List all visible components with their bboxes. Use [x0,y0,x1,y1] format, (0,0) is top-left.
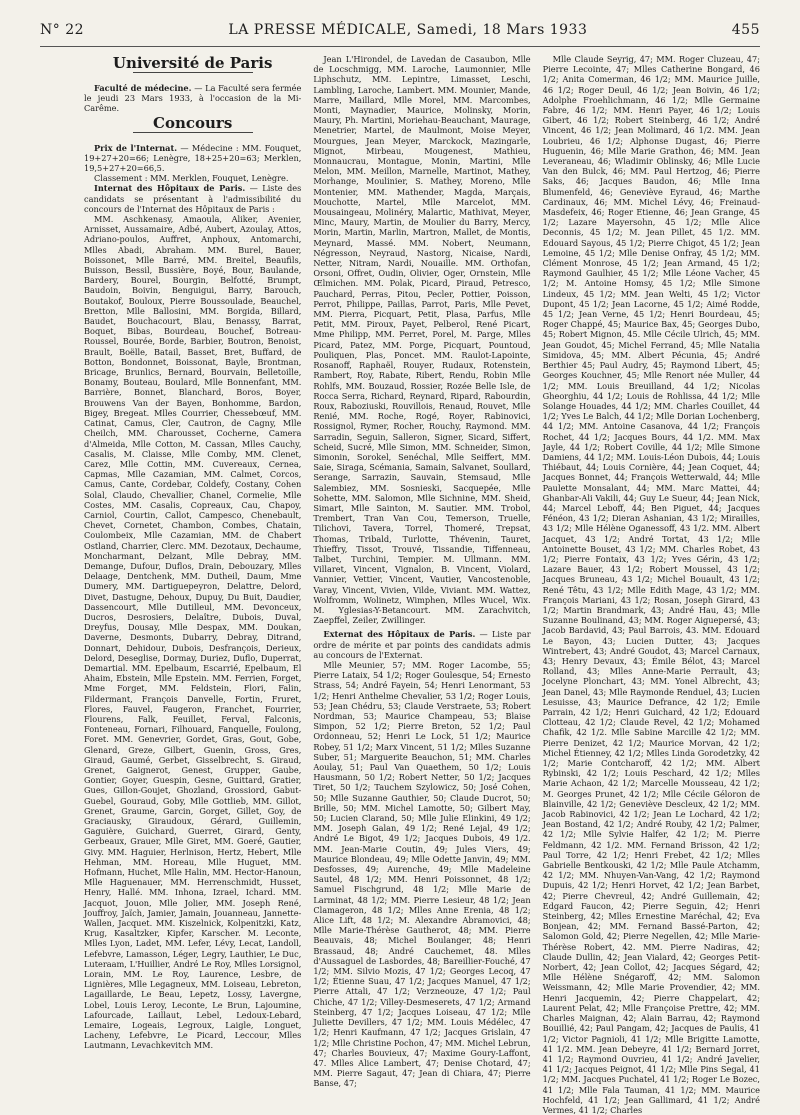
faculty-text: — La Faculté sera fermée le jeudi 23 Mars 1933, à l'occasion de la Mi-Carême. [84,83,302,114]
page-number: 455 [731,22,760,38]
journal-title: LA PRESSE MÉDICALE, Samedi, 18 Mars 1933 [228,22,588,38]
externat-paragraph [313,629,530,660]
externat-heading: Externat des Hôpitaux de Paris. [323,629,476,640]
candidate-list-2: Jean L'Hirondel, de Lavedan de Casaubon, Mlle de Locschmigg, MM. Laroche, Laumonnier, Mlle Liphschutz, MM. Lepintre, Limasset, Leschi, Lambling, Laroche, Lambert. MM. Mounier, Mande, Marre, Maillard, Mlle Morel, MM. Marcombes, Monti, Maynadier, Maurice, Molinsky, Morin, Maury, Ph. Martini, Moriehau-Beauchant, Maurage, Menetrier, Martel, de Maulmont, Moise Meyer, Mourgues, Jean Meyer, Marckock, Mazingarle, Mignot, Mirbeau, Mougenest, Mathieu, Monnaucrau, Montague, Monin, Martini, Mlle Melon, MM. Meillon, Marnelle, Martinot, Mathey, Morhange, Moulinier, S. Mathey, Moreno, Mlle Montenier, MM. Mathender, Magda, Marçais, Mouchotte, Martel, Mlle Marcelot, MM. Mousaingeau, Molinéry, Malartic, Mathivat, Meyer, Minc, Maury, Martin, de Moulier du Barry, Mercy, Morin, Martin, Marlin, Martron, Mallet, de Montis, Meynard, Massé. MM. Nobert, Neumann, Négresson, Neyraud, Nastorg, Nicaise, Nardi, Netter, Nitram, Nardi, Nouaille. MM. Orthofan, Orsoni, Offret, Oudin, Olivier, Oger, Ornstein, Mlle Œlmichen. MM. Polak, Picard, Piraud, Petresco, Pauchard, Perras, Pitou, Pecler, Pottier, Poisson, Perrot, Philippe, Paillas, Parrot, Paris, Mlle Pevet, MM. Pierra, Picquart, Petit, Plasa, Parfus, Mlle Petit, MM. Piroux, Payet, Pelberol, René Picart, Mme Philipp, MM. Perret, Porel, M. Parge, Mlles Picard, Patez, MM. Porge, Picquart, Pountoud, Pouliquen, Plas, Poncet. MM. Raulot-Lapointe, Rosanoff, Raphaël, Rouyer, Rudaux, Rotenstein, Rambert, Roy, Rabate, Ribert, Rendu, Robin Mlle Rohlfs, MM. Bouzaud, Rossier, Rozée Belle Isle, de Rocca Serra, Richard, Reynard, Ripard, Rabourdin, Roux, Raboziuski, Rouvillois, Renaud, Rouvet, Mlle Renié, MM. Roche, Rogé, Royer, Rabinovici, Rossignol, Rymer, Rocher, Rouchy, Raymond. MM. Sarradin, Seguin, Salleron, Signer, Sicard, Siffert, Scheid, Sucré, Mlle Simon, MM. Schneider, Simon, Simonin, Sorokel, Senéchal, Mlle Seiffert, MM. Saie, Siraga, Scémania, Samain, Salvanet, Soullard, Serange, Sarrazin, Sauvain, Stemsaud, Mlle Salembiez, MM. Sosnieski, Sacquepée, Mlle Sohette, MM. Salomon, Mlle Sichnine, MM. Sheid, Simart, Mlle Sainton, M. Sautier. MM. Trobol, Trembert, Tran Van Cou, Temerson, Truelle, Tilichovi, Tavera, Torrel, Thomeré, Trepsat, Thomas, Tribald, Turlotte, Thévenin, Tauret, Thieffry, Tissot, Trouvé, Tissandie, Tiffenneau, Talbet, Turchini, Tempier. M. Ullmann. MM. Villaret, Vincent, Vignalon, B. Vincent, Violard, Vannier, Vettier, Vincent, Vautier, Vancostenoble, Varay, Vincent, Vivien, Vilde, Viviant. MM. Wattez, Wolfromm, Wolinetz, Wimphen, Mlles Wucel, Wix. M. Yglesias-Y-Betancourt. MM. Zarachvitch, Zaepffel, Zeiler, Zwillinger. [313,54,531,626]
prix-text: — Médecine : MM. Fouquet, 19+27+20=66; Lenègre, 18+25+20=63; Merklen, 19,5+27+20=66,5. [84,142,302,174]
internat-heading: Internat des Hôpitaux de Paris. [94,183,246,194]
concours-title: Concours [153,113,233,132]
running-head [40,22,760,44]
university-title: Université de Paris [112,54,273,72]
faculty-heading: Faculté de médecine. [94,83,192,93]
externat-text: — Liste par ordre de mérite et par points des candidats admis au concours de l'Externat. [313,629,531,660]
title-rule [133,72,253,73]
header-rule [40,46,760,47]
internat-paragraph [84,183,301,214]
column-2 [313,54,531,1089]
column-1 [84,54,301,1074]
faculty-notice [84,83,301,114]
column-3 [542,54,760,1115]
text-columns [84,54,760,1115]
concours-rule [133,132,253,133]
issue-number: N° 22 [40,22,85,38]
classement-text: Classement : MM. Merklen, Fouquet, Lenègre. [94,173,289,184]
externat-list-2: Mlle Claude Seyrig, 47; MM. Roger Cluzeau, 47; Pierre Lecointe, 47; Mlles Catherine Bongard, 46 1/2; Anita Comerman, 46 1/2; MM. Maurice Juille, 46 1/2; Roger Deuil, 46 1/2; Jean Boivin, 46 1/2; Adolphe Froehlichmann, 46 1/2; Mlle Germaine Fabre, 46 1/2; MM. Henri Payer, 46 1/2; Louis Gibert, 46 1/2; Robert Steinberg, 46 1/2; André Vincent, 46 1/2; Jean Molimard, 46 1/2. MM. Jean Loubrieu, 46 1/2; Alphonse Dugast, 46; Pierre Huguenin, 46; Mlle Marie Grathon, 46; MM. Jean Leveraneau, 46; Wladimir Oblinsky, 46; Mlle Lucie Van den Bulck, 46; MM. Paul Hertzog, 46; Pierre Saks, 46; Jacques Baudon, 46; Mlle Inna Blumenfeld, 46; Geneviève Eyraud, 46; Marthe Cardinaux, 46; MM. Michel Lévy, 46; Freinaud-Masdefeix, 46; Roger Etienne, 46; Jean Grange, 45 1/2; Lazare Mayersohn, 45 1/2; Mlle Alice Deconnis, 45 1/2; M. Jean Pillet, 45 1/2. MM. Edouard Sayous, 45 1/2; Pierre Chigot, 45 1/2; Jean Lemoine, 45 1/2; Mlle Denise Onfray, 45 1/2; MM. Clément Monrose, 45 1/2; Jean Armand, 45 1/2; Raymond Gaulhier, 45 1/2; Mlle Léone Vacher, 45 1/2; M. Antoine Homsy, 45 1/2; Mlle Simone Lindeux, 45 1/2; MM. Jean Welti, 45 1/2; Victor Dupont, 45 1/2; Jean Lacorne, 45 1/2; Aimé Rodde, 45 1/2; Jean Verne, 45 1/2; Henri Bourdeau, 45; Roger Chappé, 45; Maurice Bax, 45; Georges Dubo, 45; Robert Mignon, 45. Mlle Cécile Ulrich, 45; MM. Jean Goudot, 45; Michel Ferrand, 45; Mlle Natalia Simidova, 45; MM. Albert Pécunia, 45; André Berthier 45; Paul Audry, 45; Raymond Libert, 45; Georges Kouchner, 45; Mlle Renort née Muller, 44 1/2; MM. Louis Breuilland, 44 1/2; Nicolas Gheorghiu, 44 1/2; Louis de Rohlissa, 44 1/2; Mlle Solange Houades, 44 1/2; MM. Charles Couillet, 44 1/2; Yves Le Balch, 44 1/2; Mlle Dorian Lochenberg, 44 1/2; MM. Antoine Casanova, 44 1/2; François Rochet, 44 1/2; Jacques Bours, 44 1/2. MM. Max Jayle, 44 1/2; Robert Coville, 44 1/2; Mlle Simone Damiens, 44 1/2; MM. Louis-Léon Dubois, 44; Louis Thiébaut, 44; Louis Cornière, 44; Jean Coquet, 44; Jacques Bonnet, 44; François Wetterwald, 44; Mlle Paulette Monsalant, 44; MM. Marc Mattei, 44; Ghanbar-Ali Vakili, 44; Guy Le Sueur, 44; Jean Nick, 44; Marcel Leboff, 44; Ben Piguet, 44; Jacques Fénéon, 43 1/2; Dieran Ashanian, 43 1/2; Mirailles, 43 1/2; Mlle Hélène Oganessoff, 43 1/2. MM. Albert Jacquet, 43 1/2; André Tortat, 43 1/2; Mlle Antoinette Bouset, 43 1/2; MM. Charles Robet, 43 1/2; Pierre Fontaix, 43 1/2; Yves Gérin, 43 1/2; Lazare Bauer, 43 1/2; Robert Moussel, 43 1/2; Jacques Bruneau, 43 1/2; Michel Bouault, 43 1/2; René Têtu, 43 1/2; Mlle Edith Mage, 43 1/2; MM. François Mariani, 43 1/2; Rosan, Joseph Girard, 43 1/2; Martin Brandmark, 43; André Hau, 43; Mlle Suzanne Boulinand, 43; MM. Roger Aiguepersé, 43; Jacob Bardavid, 43; Paul Barrois, 43. MM. Edouard Le Bayon, 43; Lucien Dutter, 43; Jacques Wintrebert, 43; André Goudot, 43; Marcel Carnaux, 43; Henry Devaux, 43; Émile Bélot, 43; Marcel Rolland, 43; Mlles Anne-Marie Perrault, 43; Jocelyne Plonchart, 43; MM. Yonel Albrecht, 43; Jean Danel, 43; Mlle Raymonde Renduel, 43; Lucien Lesuisse, 43; Maurice Defrance, 42 1/2; Emile Parrain, 42 1/2; Henri Guichard, 42 1/2; Edouard Clotteau, 42 1/2; Claude Revel, 42 1/2; Mohamed Chafik, 42 1/2. Mlle Sabine Marcille 42 1/2; MM. Pierre Denizet, 42 1/2; Maurice Morvan, 42 1/2; Michel Étienney, 42 1/2; Mlles Linda Gorodetzky, 42 1/2; Marie Contcharoff, 42 1/2; MM. Albert Rybinski, 42 1/2; Louis Peschard, 42 1/2; Mlles Marie Achaon, 42 1/2; Marcelle Mousseau, 42 1/2; M. Georges Prunet, 42 1/2; Mlle Cécile Géloron de Blainville, 42 1/2; Geneviève Descleux, 42 1/2; MM. Jacob Rabinovici, 42 1/2; Jean Le Lochard, 42 1/2; Jean Bostand, 42 1/2; André Rouby, 42 1/2; Palmer, 42 1/2; Mlle Sylvie Halfer, 42 1/2; M. Pierre Feldmann, 42 1/2. MM. Fernand Brisson, 42 1/2; Paul Torre, 42 1/2; Henri Frebet, 42 1/2; Mlles Gabrielle Bentkouski, 42 1/2; Mlle Paule Atchamm, 42 1/2; MM. Nhuyen-Van-Vang, 42 1/2; Raymond Dupuis, 42 1/2; Henri Horvet, 42 1/2; Jean Barbet, 42; Pierre Chevreul, 42; André Guillemain, 42; Edgard Faucon, 42; Pierre Seguin, 42; Henri Steinberg, 42; Mlles Ernestine Maréchal, 42; Eva Bonjean, 42; MM. Fernand Bassé-Parton, 42; Salomon Gold, 42; Pierre Negellen, 42; Mlle Marie-Thérèse Robert, 42. MM. Pierre Nadiras, 42; Claude Dullin, 42; Jean Vialard, 42; Georges Petit-Norbert, 42; Jean Collot, 42; Jacques Ségard, 42; Mlle Hélène Snégaroff, 42; MM. Salomon Weissmann, 42; Mlle Marie Provendier, 42; MM. Henri Jacquemin, 42; Pierre Chappelart, 42; Laurent Pelat, 42; Mlle Françoise Prettre, 42; MM. Charles Maignan, 42; Alain Barrau, 42; Raymond Bouillié, 42; Paul Pangam, 42; Jacques de Paulis, 41 1/2; Victor Pagnioli, 41 1/2; Mlle Brigitte Lamotte, 41 1/2. MM. Jean Debeyre, 41 1/2; Bernard Jorret, 41 1/2; Raymond Ouvrieu, 41 1/2; André Javelier, 41 1/2; Jacques Peignot, 41 1/2; Mlle Pins Segal, 41 1/2; MM. Jacques Puchatel, 41 1/2; Roger Le Bozec, 41 1/2; Mlle Fala Tauman, 41 1/2; MM. Maurice Hochfeld, 41 1/2; Jean Gallimard, 41 1/2; André Vermes, 41 1/2; Charles [542,54,760,1115]
internat-text: — Liste des candidats se présentant à l'admissibilité du concours de l'Internat des Hôpitaux de Paris : [84,183,302,214]
prix-paragraph [84,143,301,174]
prix-heading: Prix de l'Internat. [94,142,178,153]
externat-list-1: Mlle Meunier, 57; MM. Roger Lacombe, 55; Pierre Lataix, 54 1/2; Roger Goulesque, 54; Ernesto Strass, 54; André Fayein, 54; Henri Lenormant, 53 1/2; Henri Anthelme Chevalier, 53 1/2; Roger Louis, 53; Jean Chédru, 53; Claude Verstraete, 53; Robert Nordman, 53; Maurice Champeau, 53; Blaise Simpon, 52 1/2; Pierre Breton, 52 1/2; Paul Ordonneau, 52; Henri Le Lock, 51 1/2; Maurice Robey, 51 1/2; Marx Vincent, 51 1/2; Mlles Suzanne Suber, 51; Marguerite Beauchon, 51; MM. Charles Aoulay, 51; Paul Van Quaethem, 50 1/2; Louis Hausmann, 50 1/2; Robert Netter, 50 1/2; Jacques Tiret, 50 1/2; Tauchem Szylowicz, 50; José Cohen, 50; Mlle Suzanne Gauthier, 50; Claude Ducrot, 50; Brille, 50; MM. Michel Lamotte, 50; Gilbert May, 50; Lucien Clarand, 50; Mlle Julie Elinkini, 49 1/2; MM. Joseph Galan, 49 1/2; René Lejal, 49 1/2; André Le Bigot, 49 1/2; Jacques Dubois, 49 1/2. MM. Jean-Marie Coutin, 49; Jules Viers, 49; Maurice Blondeau, 49; Mlle Odette Janvin, 49; MM. Desfosses, 49; Aurenche, 49; Mlle Madeleine Sautel, 48 1/2; MM. Henri Poissonnet, 48 1/2; Samuel Fischgrund, 48 1/2; Mlle Marie de Larminat, 48 1/2; MM. Pierre Lesieur, 48 1/2; Jean Clamageron, 48 1/2; Mlles Anne Erenia, 48 1/2; Alice Lift, 48 1/2; M. Alexandre Abramovici, 48; Mlle Marie-Thérèse Gautherot, 48; MM. Pierre Beauvais, 48; Michel Boulanger, 48; Henri Brassaud, 48; André Cauchemet, 48. Mlles d'Aussaguel de Lasbordes, 48; Bareillier-Fouché, 47 1/2; MM. Silvio Mozis, 47 1/2; Georges Lecoq, 47 1/2; Étienne Suau, 47 1/2; Jacques Manuel, 47 1/2; Pierre Attali, 47 1/2; Verzneouze, 47 1/2; Paul Chiche, 47 1/2; Villey-Desmeserets, 47 1/2; Armand Steinberg, 47 1/2; Jacques Loiseau, 47 1/2; Mlle Juliette Devillers, 47 1/2; MM. Louis Médélec, 47 1/2; Henri Kaufmann, 47 1/2; Jacques Grislain, 47 1/2; Mlle Christine Pochon, 47; MM. Michel Lebrun, 47; Charles Bouvieux, 47; Maxime Goury-Laffont, 47. Mlles Alice Lambert, 47; Denise Chotard, 47; MM. Pierre Sagaut, 47; Jean di Chiara, 47; Pierre Banse, 47; [313,659,531,1089]
candidate-list-1: MM. Aschkenasy, Amaoula, Aliker, Avenier, Arnisset, Aussamaire, Adbé, Aubert, Azoulay, Attos, Adriano-poulos, Auffret, Anphoux, Antomarchi, Mlles Abadi, Abraham. MM. Burel, Bauer, Boissonet, Mlle Barré, MM. Breitel, Beaufils, Buisson, Bessil, Bussière, Boyé, Bour, Baulande, Bardery, Bourel, Bourgin, Belfotté, Brumpt, Baudoin, Boivin, Benguigui, Barry, Barouch, Boutakof, Bouloux, Pierre Boussoulade, Beauchel, Bretton, Mlle Ballosini, MM. Borgida, Billard, Baudet, Bouchacourt, Blau, Benassy, Barrat, Boquet, Bibas, Bourdeau, Bouchef, Botreau-Roussel, Bourée, Borde, Barbier, Boutron, Benoist, Brault, Boëlle, Batail, Basset, Bret, Buffard, de Botton, Bondonnet, Boissonat, Bayle, Brontman, Bricage, Brunlics, Bernard, Bourvain, Belletoille, Bonamy, Bouteau, Boulard, Mlle Bonnenfant, MM. Barrière, Bonnet, Blanchard, Boros, Boyer, Brouwens Van der Bayen, Bonhomme, Bardon, Bigey, Bregeat. Mlles Courrier, Chessebœuf, MM. Catinat, Camus, Cler, Cautron, de Cagny, Mlle Cheilch, MM. Charousset, Cocherne, Camera d'Almeida, Mlle Cotton, M. Cassan, Mlles Cauchy, Casalis, M. Claisse, Mlle Comby, MM. Clenet, Carez, Mlle Cottin, MM. Cuvereaux, Cernea, Capmas, Mlle Cazamian, MM. Calmet, Corcos, Camus, Cante, Cordebar, Coldefy, Costany, Cohen Solal, Claudo, Chevallier, Chanel, Cormelie, Mlle Costes, MM. Casalis, Copreaux, Cau, Chapoy, Carniol, Courtin, Callot, Campesco, Chenebault, Chevet, Cornetet, Chambon, Combes, Chatain, Coulombeix, Mlle Cazamian, MM. de Chabert Ostland, Charrier, Clerc. MM. Dezotaux, Dechaume, Moncharmant, Delzant, Mlle Debray, MM. Demange, Dufour, Duflos, Drain, Debouzary, Mlles Delaage, Dentchenk, MM. Dutheil, Daum, Mme Dumery, MM. Dartiguepeyron, Delattre, Delord, Divet, Dastugne, Dehoux, Dupuy, Du Buit, Daudier, Dassencourt, Mlle Dutilleul, MM. Devonceux, Ducros, Desrosiers, Delaître, Dubois, Duval, Dreyfus, Dousay, Mlle Despax, MM. Doukan, Daverne, Desmonts, Dubarry, Debray, Ditrand, Donnart, Dehidour, Dubois, Desfrançois, Derieux, Delord, Deseglise, Dormay, Duriez, Duflo, Duperrat, Demartial. MM. Epelbaum, Escarrié, Epelbaum, El Ahaim, Ebstein, Mlle Epstein. MM. Ferrien, Forget, Mme Forget, MM. Feldstein, Flori, Falin, Fildermant, François Danvelle, Fortin, Fruret, Flores, Fauvel, Faugeron, Franchet, Fourrier, Flourens, Falk, Feuillet, Ferval, Falconis, Fonteneau, Fornari, Filhouard, Fanquelle, Foulong, Foret. MM. Genevrier, Gordet, Gras, Gout, Gobe, Glenard, Greze, Gilbert, Guenin, Gross, Gres, Giraud, Gaumé, Gerbet, Gisselbrecht, S. Giraud, Grenet, Gaignerot, Genest, Grupper, Gaube, Gontier, Goyer, Guespin, Gesne, Guittard, Gratier, Gues, Gillon-Goujet, Ghozland, Grossiord, Gabut-Guebel, Gouraud, Goby, Mlle Gottlieb, MM. Gillot, Grenet, Graume, Garcin, Gorget, Gillet, Goy, de Graciausky, Giraudoux, Gérard, Guillemin, Gaguière, Guichard, Guerret, Girard, Genty, Gerbeaux, Grauer, Mlle Giret, MM. Goeré, Gautier, Givy. MM. Haguier, Herlnison, Hertz, Hebert, Mlle Hehman, MM. Horeau, Mlle Huguet, MM. Hofmann, Huchet, Mlle Halin, MM. Hector-Hanoun, Mlle Haguenauer, MM. Herrenschmidt, Husset, Henry, Hallé. MM. Inhona, Izrael, Ichard. MM. Jacquot, Jouon, Mlle Jolier, MM. Joseph René, Jouffroy, Jaïch, Jamier, Jamain, Jouanneau, Jannette-Wallen, Jacquet. MM. Kiszelnick, Kolpenitzki, Katz, Krug, Kasaltzker, Kipfer, Karscher. M. Leconte, Mlles Lyon, Ladet, MM. Lefer, Lévy, Lecat, Landoll, Lefebvre, Lamasson, Léger, Legry, Lauthier, Le Duc, Luteraam, L'Huillier, André Le Roy, Mlles Lorsignol, Lorain, MM. Le Roy, Laurence, Lesbre, de Lignières, Mlle Legagneux, MM. Loiseau, Lebreton, Lagaillarde, Le Beau, Lepetz, Lossy, Lavergne, Lobel, Louis Leroy, Leconte, Le Brun, Lajoumine, Lafourcade, Laillaut, Lebel, Ledoux-Lebard, Lemaire, Logeais, Legroux, Laigle, Longuet, Lacheny, Lefebvre, Le Picard, Leccour, Mlles Lautmann, Levachkevitch MM. [84,214,302,1051]
